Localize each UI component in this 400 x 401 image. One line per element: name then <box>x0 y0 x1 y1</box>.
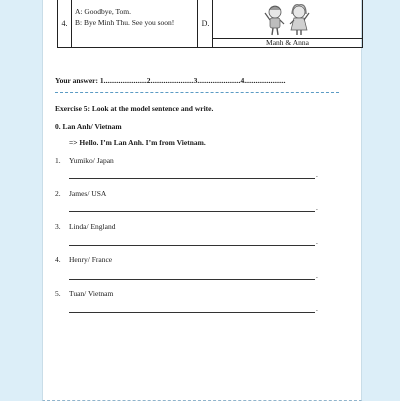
worksheet-page <box>42 0 362 401</box>
kids-illustration <box>213 0 362 39</box>
item-prompt: Linda/ England <box>69 222 116 231</box>
model-answer: => Hello. I’m Lan Anh. I’m from Vietnam. <box>69 138 206 147</box>
girl-figure <box>290 5 309 35</box>
picture-caption: Manh & Anna <box>266 38 309 47</box>
exercise-item <box>55 255 112 264</box>
item-prompt: Henry/ France <box>69 255 113 264</box>
item-number: 1. <box>55 156 61 165</box>
answer-writing-line[interactable] <box>69 178 315 179</box>
picture-cell <box>213 0 362 47</box>
matching-table-row <box>57 0 363 48</box>
item-prompt: Tuan/ Vietnam <box>69 289 114 298</box>
model-prompt: 0. Lan Anh/ Vietnam <box>55 122 122 131</box>
picture-letter: D. <box>199 0 213 47</box>
item-prompt: Yumiko/ Japan <box>69 156 114 165</box>
answer-writing-line[interactable] <box>69 245 315 246</box>
answer-writing-line[interactable] <box>69 211 315 212</box>
dialogue-line-a: A: Goodbye, Tom. <box>75 7 132 16</box>
line-end-dot: . <box>316 203 318 212</box>
answer-line: Your answer: 1.......................2.......................3.......................4...................... <box>55 76 286 85</box>
answer-writing-line[interactable] <box>69 312 315 313</box>
exercise-item <box>55 222 115 231</box>
item-number: 5. <box>55 289 61 298</box>
exercise-item <box>55 156 114 165</box>
line-end-dot: . <box>316 170 318 179</box>
row-number: 4. <box>58 0 72 47</box>
item-number: 2. <box>55 189 61 198</box>
exercise-item <box>55 289 113 298</box>
item-prompt: James/ USA <box>69 189 107 198</box>
line-end-dot: . <box>316 237 318 246</box>
answer-writing-line[interactable] <box>69 279 315 280</box>
exercise-item <box>55 189 106 198</box>
line-end-dot: . <box>316 304 318 313</box>
dialogue-cell <box>72 0 198 47</box>
section-divider <box>55 92 339 93</box>
line-end-dot: . <box>316 271 318 280</box>
item-number: 3. <box>55 222 61 231</box>
item-number: 4. <box>55 255 61 264</box>
boy-figure <box>265 6 284 35</box>
exercise-title: Exercise 5: Look at the model sentence and write. <box>55 104 214 113</box>
dialogue-line-b: B: Bye Minh Thu. See you soon! <box>75 18 175 27</box>
